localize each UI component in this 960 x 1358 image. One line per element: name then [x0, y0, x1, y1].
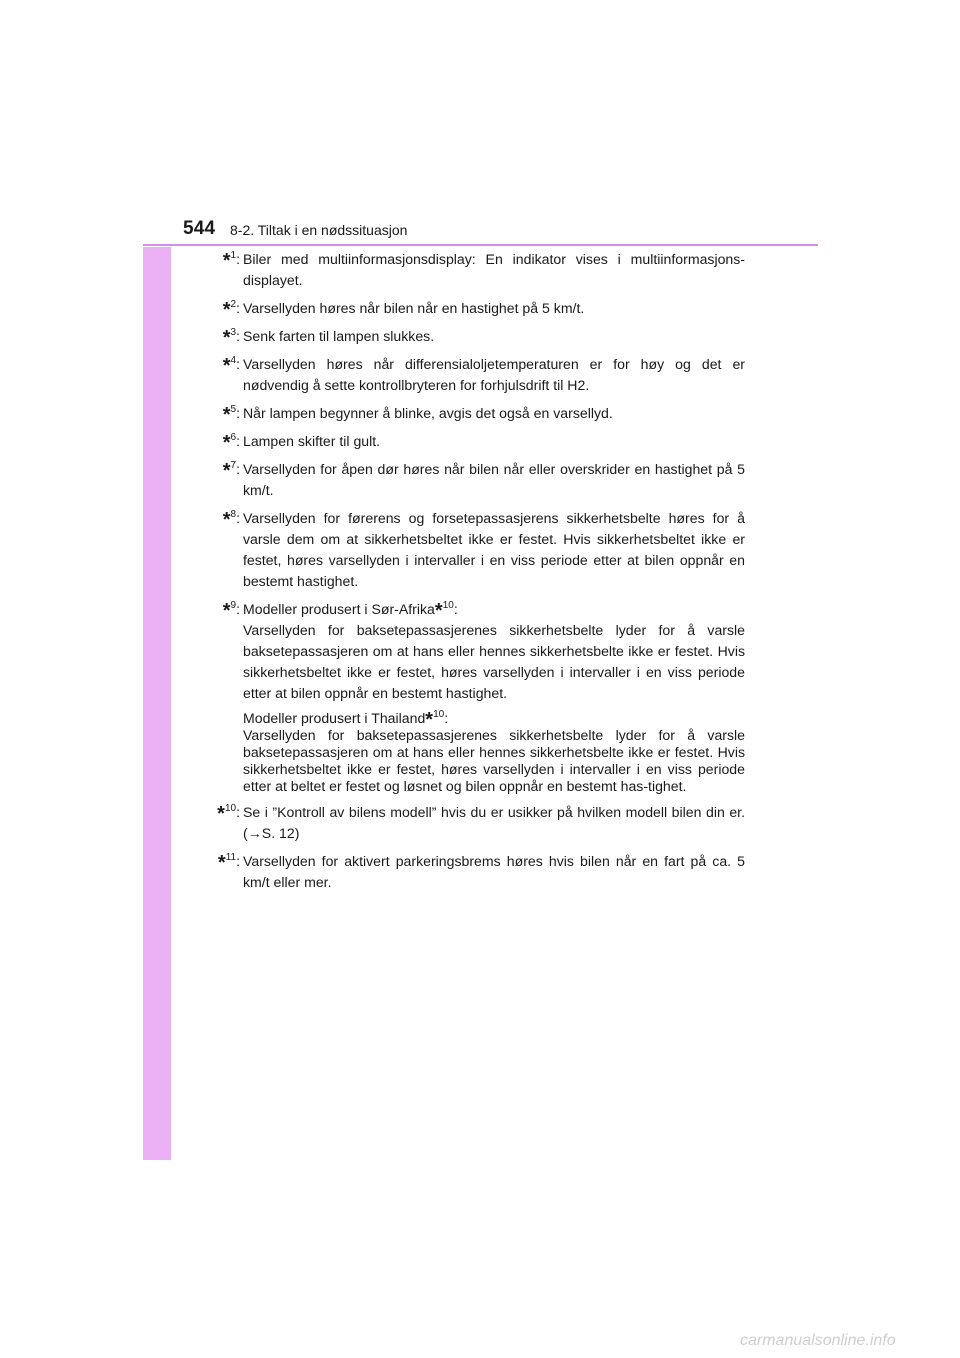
footnote-text: Se i ”Kontroll av bilens modell” hvis du er usikker på hvilken modell bilen din er. (→S. 12) [243, 804, 745, 841]
footnote-text: Biler med multiinformasjonsdisplay: En indikator vises i multiinformasjons-displayet. [243, 251, 745, 288]
footnote-text: Varsellyden for aktivert parkeringsbrems høres hvis bilen når en fart på ca. 5 km/t eller mer. [243, 853, 745, 890]
footnote-text: Varsellyden høres når differensialoljetemperaturen er for høy og det er nødvendig å sette kontrollbryteren for forhjulsdrift til H2. [243, 356, 745, 393]
footnote-text: Senk farten til lampen slukkes. [243, 328, 435, 344]
footnote-11 [205, 851, 745, 893]
footnote-5 [205, 403, 745, 424]
footnote-text: Varsellyden for førerens og forsetepassasjerens sikkerhetsbelte høres for å varsle dem om at sikkerhetsbeltet ikke er festet. Hvis sikkerhetsbeltet ikke er festet, høres varsellyden i intervaller i en viss periode etter at bilen oppnår en bestemt hastighet. [243, 510, 745, 589]
header-band [143, 195, 816, 247]
footnote-marker: *$^6$: [222, 432, 240, 454]
footnote-9 [205, 599, 745, 795]
footnote-marker: *$^8$: [222, 509, 240, 531]
footnote-marker: *$^1$: [222, 250, 240, 272]
footnote-text: Lampen skifter til gult. [243, 433, 381, 449]
model-heading: Modeller produsert i Thailand [243, 710, 426, 726]
footnote-text: Varsellyden høres når bilen når en hastighet på 5 km/t. [243, 300, 585, 316]
footnote-marker: *$^7$: [222, 460, 240, 482]
footnote-text: Varsellyden for baksetepassasjerenes sikkerhetsbelte lyder for å varsle baksetepassasjeren om at hans eller hennes sikkerhetsbelte ikke er festet. Hvis sikkerhetsbeltet ikke er festet, høres varsellyden i intervaller i en viss periode etter at beltet er festet og løsnet og bilen oppnår en bestemt has-tighet. [243, 727, 745, 794]
footnote-7 [205, 459, 745, 501]
footnote-list [205, 249, 745, 900]
footnote-text: Når lampen begynner å blinke, avgis det også en varsellyd. [243, 405, 613, 421]
footnote-marker: *$^9$: [222, 600, 240, 622]
footnote-1 [205, 249, 745, 291]
footnote-2 [205, 298, 745, 319]
footnote-marker: *$^2$: [222, 299, 240, 321]
footnote-8 [205, 508, 745, 592]
footnote-text: Varsellyden for baksetepassasjerenes sikkerhetsbelte lyder for å varsle baksetepassasjeren om at hans eller hennes sikkerhetsbelte ikke er festet. Hvis sikkerhetsbeltet ikke er festet, høres varsellyden i intervaller i en viss periode etter at bilen oppnår en bestemt hastighet. [243, 622, 745, 701]
header-divider [143, 244, 818, 246]
footnote-9-south-africa: Modeller produsert i Sør-Afrika*$^{10}$: Varsellyden for baksetepassasjerenes sikkerhetsbelte lyder for å varsle baksetepassasjeren om at hans eller hennes sikkerhetsbelte ikke er festet. Hvis sikkerhetsbeltet ikke er festet, høres varsellyden i intervaller i en viss periode etter at bilen oppnår en bestemt hastighet. [243, 600, 745, 701]
footnote-9-thailand: Modeller produsert i Thailand*$^{10}$: Varsellyden for baksetepassasjerenes sikkerhetsbelte lyder for å varsle baksetepassasjeren om at hans eller hennes sikkerhetsbelte ikke er festet. Hvis sikkerhetsbeltet ikke er festet, høres varsellyden i intervaller i en viss periode etter at beltet er festet og løsnet og bilen oppnår en bestemt has-tighet. [243, 709, 745, 794]
footnote-marker: *$^4$: [222, 355, 240, 377]
footnote-marker: *$^3$: [222, 327, 240, 349]
footnote-6 [205, 431, 745, 452]
chapter-side-band [143, 195, 171, 1160]
footnote-marker: *$^{11}$: [217, 852, 240, 874]
page-number: 544 [183, 218, 216, 239]
watermark: carmanualsonline.info [740, 1332, 896, 1349]
footnote-10 [205, 802, 745, 844]
model-heading: Modeller produsert i Sør-Afrika [243, 601, 435, 617]
section-title: 8-2. Tiltak i en nødssituasjon [230, 222, 408, 238]
footnote-3 [205, 326, 745, 347]
footnote-4 [205, 354, 745, 396]
footnote-text: Varsellyden for åpen dør høres når bilen når eller overskrider en hastighet på 5 km/t. [243, 461, 745, 498]
footnote-marker: *$^{10}$: [217, 803, 240, 825]
footnote-marker: *$^5$: [222, 404, 240, 426]
